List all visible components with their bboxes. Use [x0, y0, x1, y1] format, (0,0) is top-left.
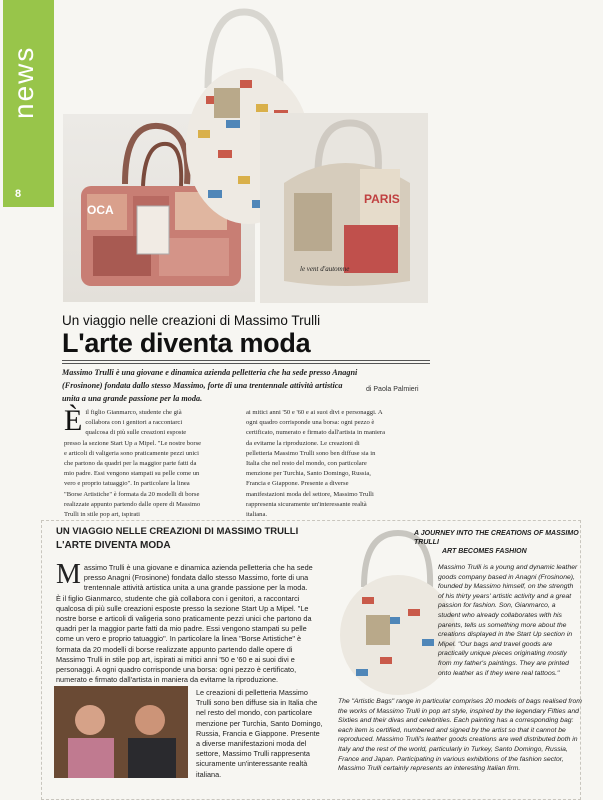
summary-kicker: UN VIAGGIO NELLE CREAZIONI DI MASSIMO TRULLI [56, 526, 299, 537]
article-column-1 [64, 404, 204, 520]
photo-paris-bag [260, 113, 428, 303]
article-headline: L'arte diventa moda [62, 328, 311, 358]
svg-text:OCA: OCA [87, 203, 114, 217]
article-kicker: Un viaggio nelle creazioni di Massimo Trulli [62, 313, 321, 328]
divider [62, 360, 430, 361]
article-intro: Massimo Trulli è una giovane e dinamica azienda pelletteria che ha sede presso Anagni (Frosinone) fondata dallo stesso Massimo, forte di una trentennale attività artistica unita a una grande passione per la moda. [62, 368, 358, 403]
summary-column-1-text: assimo Trulli è una giovane e dinamica azienda pelletteria che ha sede presso Anagni (Frosinone) fondata dallo stesso Massimo, forte di una trentennale attività artistica unita a una grande passione per la moda. È il figlio Gianmarco, studente che già collabora con i genitori, a raccontarci qualcosa di più sulle creazioni esposte presso la sezione Start Up a Mipel. "Le nostre borse e articoli di valigeria sono praticamente pezzi unici che partono da quadri per la maggior parte fatti da mio padre. Essi vengono stampati su pelle come un vero e proprio tatuaggio". In particolare la linea "Borse Artistiche" è formata da 20 modelli di borse realizzate appunto partendo dalle opere di Massimo Trulli in stile pop art, ispirati ai mitici anni '50 e '60 e ai suoi divi e personaggi. A ogni quadro corrisponde una borsa: ogni pezzo è certificato, numerato e firmato dall'artista in maniera da evitarne la riproduzione. [56, 563, 313, 685]
section-label: news [8, 45, 39, 119]
english-title: ART BECOMES FASHION [442, 548, 527, 555]
article-column-2: ai mitici anni '50 e '60 e ai suoi divi e personaggi. A ogni quadro corrisponde una borsa: ogni pezzo è certificato, numerato e firmato dall'artista in maniera da evitarne la riproduzione. Le creazioni di pelletteria Massimo Trulli sono ben diffuse sia in Italia che nel resto del mondo, con particolare menzione per Turchia, Santo Domingo, Russia, Francia e Giappone. Presente a diverse manifestazioni moda del settore, Massimo Trulli rappresenta sicuramente un'interessante realtà italiana. [246, 409, 386, 519]
english-column-1: Massimo Trulli is a young and dynamic leather goods company based in Anagni (Frosinone), founded by Massimo himself, on the strength of his thirty years' artistic activity and a great passion for fashion. Son, Gianmarco, a student who already collaborates with his parents, tells us something more about the creations displayed in the Start Up section in Mipel. "Our bags and travel goods are practically unique pieces originating mostly from my father's paintings. They are printed onto leather as if they were real tattoos." [438, 564, 578, 677]
summary-column-2: Le creazioni di pelletteria Massimo Trulli sono ben diffuse sia in Italia che nel resto del mondo, con particolare menzione per Turchia, Santo Domingo, Russia, Francia e Giappone. Presente a diverse manifestazioni moda del settore, Massimo Trulli rappresenta sicuramente un'interessante realtà italiana. [196, 688, 323, 779]
divider [62, 363, 430, 364]
article-column-1-text: il figlio Gianmarco, studente che già collabora con i genitori a raccontarci qualcosa di più sulle creazioni esposte presso la sezione Start Up a Mipel. "Le nostre borse e articoli di valigeria sono praticamente pezzi unici che partono da quadri per la maggior parte fatti da mio padre. Essi vengono stampati su pelle come un vero e proprio tatuaggio". In particolare la linea "Borse Artistiche" è formata da 20 modelli di borse realizzate appunto partendo dalle opere di Massimo Trulli in stile pop art, ispirati [64, 409, 202, 519]
english-kicker: A JOURNEY INTO THE CREATIONS OF MASSIMO TRULLI [414, 530, 579, 546]
bag-print-caption: le vent d'automne [300, 265, 350, 273]
dropcap: M [56, 559, 81, 590]
english-column-2: The "Artistic Bags" range in particular comprises 20 models of bags realised from the works of Massimo Trulli in pop art style, inspired by the legendary Fifties and Sixties and their divas and celebrities. Each painting has a corresponding bag: each item is certified, numbered and signed by the artist so that it cannot be reproduced. Massimo Trulli's leather goods creations are well distributed both in Italy and the rest of the world, particularly in Turkey, Santo Domingo, Russia, France and Japan. Participating in various exhibitions of the fashion sector, Massimo Trulli certainly represents an interesting Italian firm. [338, 698, 582, 773]
photo-two-men [54, 686, 188, 778]
summary-title: L'ARTE DIVENTA MODA [56, 540, 171, 551]
article-byline: di Paola Palmieri [366, 386, 419, 393]
page-number: 8 [15, 188, 22, 200]
bag-print-paris: PARIS [364, 192, 400, 206]
dropcap: È [64, 404, 83, 437]
summary-column-1 [56, 559, 314, 685]
